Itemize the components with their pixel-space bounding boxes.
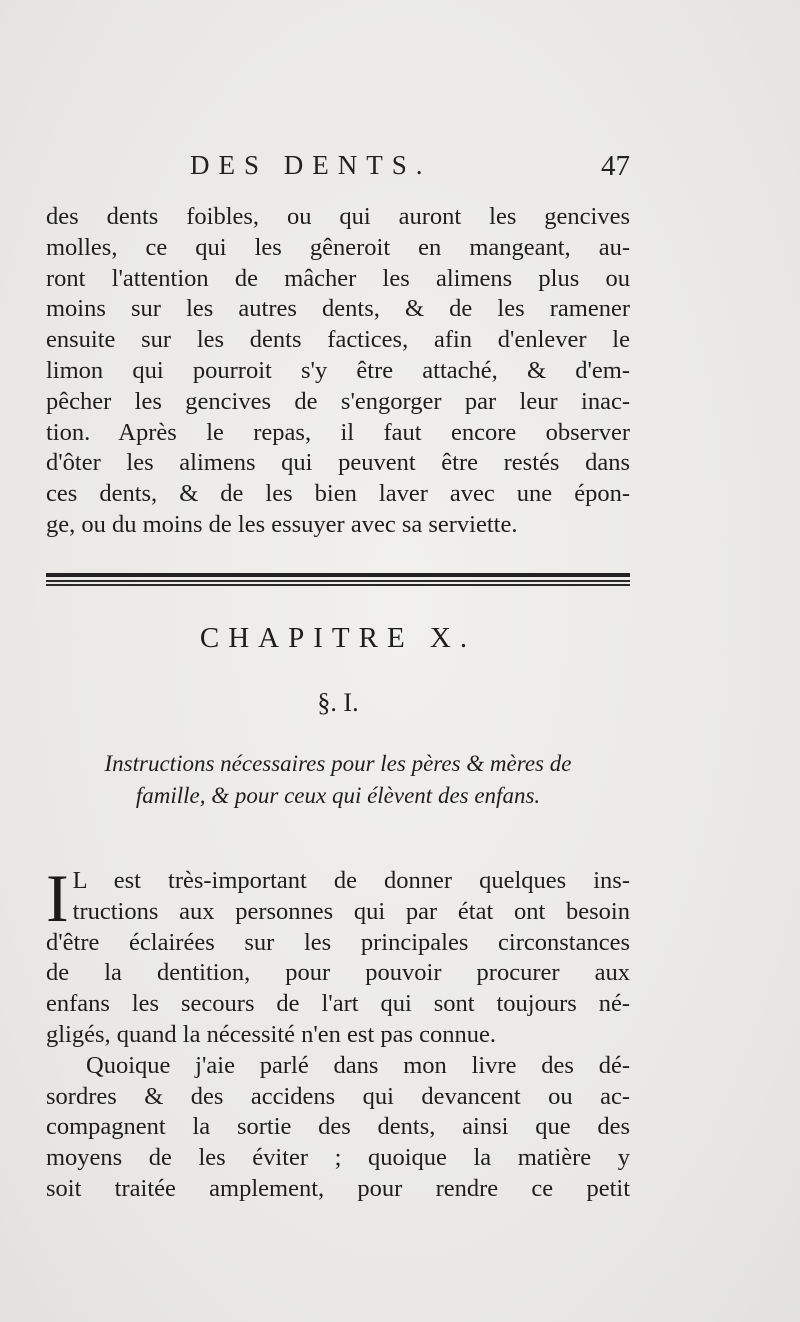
- text-line: ge, ou du moins de les essuyer avec sa serviette.: [46, 510, 518, 538]
- chapter-divider-rule: [46, 573, 630, 587]
- text-line: pêcher les gencives de s'engorger par leur inac-: [46, 387, 630, 415]
- page-number: 47: [601, 150, 630, 182]
- text-line: tion. Après le repas, il faut encore observer: [46, 418, 630, 446]
- text-line: des dents foibles, ou qui auront les gencives: [46, 203, 630, 230]
- text-line: molles, ce qui les gêneroit en mangeant, au-: [46, 233, 630, 261]
- subtitle-line: famille, & pour ceux qui élèvent des enfans.: [135, 783, 541, 808]
- page-header: [190, 150, 630, 190]
- text-line: gligés, quand la nécessité n'en est pas connue.: [46, 1020, 497, 1048]
- chapter-title: CHAPITRE X.: [199, 622, 477, 654]
- section-subtitle: [46, 748, 630, 812]
- divider-thick-line: [46, 573, 630, 577]
- text-line: Quoique j'aie parlé dans mon livre des dé-: [86, 1051, 630, 1079]
- text-line: sordres & des accidens qui devancent ou ac-: [46, 1082, 630, 1110]
- divider-thin-line: [46, 580, 630, 582]
- text-line: limon qui pourroit s'y être attaché, & d'em-: [46, 356, 630, 384]
- subtitle-line: Instructions nécessaires pour les pères & mères de: [104, 751, 572, 776]
- text-line: moins sur les autres dents, & de les ramener: [46, 295, 630, 323]
- running-head: DES DENTS.: [190, 150, 432, 180]
- divider-thin-line: [46, 584, 630, 586]
- text-line: de la dentition, pour pouvoir procurer aux: [46, 959, 630, 987]
- text-line: tructions aux personnes qui par état ont besoin: [72, 897, 630, 925]
- text-line: ront l'attention de mâcher les alimens plus ou: [46, 264, 630, 292]
- text-line: soit traitée amplement, pour rendre ce petit: [46, 1174, 630, 1202]
- drop-initial: I: [46, 860, 69, 936]
- text-line: L est très-important de donner quelques ins-: [72, 867, 630, 894]
- paragraph-intro: [46, 860, 630, 1205]
- text-line: d'être éclairées sur les principales circonstances: [46, 928, 630, 956]
- text-line: ensuite sur les dents factices, afin d'enlever le: [46, 326, 630, 354]
- text-line: moyens de les éviter ; quoique la matière y: [46, 1144, 630, 1172]
- section-number: §. I.: [317, 688, 359, 717]
- text-line: d'ôter les alimens qui peuvent être restés dans: [46, 449, 630, 477]
- text-line: ces dents, & de les bien laver avec une épon-: [46, 480, 630, 508]
- text-line: compagnent la sortie des dents, ainsi que des: [46, 1113, 630, 1141]
- paragraph-top: [46, 202, 630, 541]
- text-line: enfans les secours de l'art qui sont toujours né-: [46, 990, 630, 1018]
